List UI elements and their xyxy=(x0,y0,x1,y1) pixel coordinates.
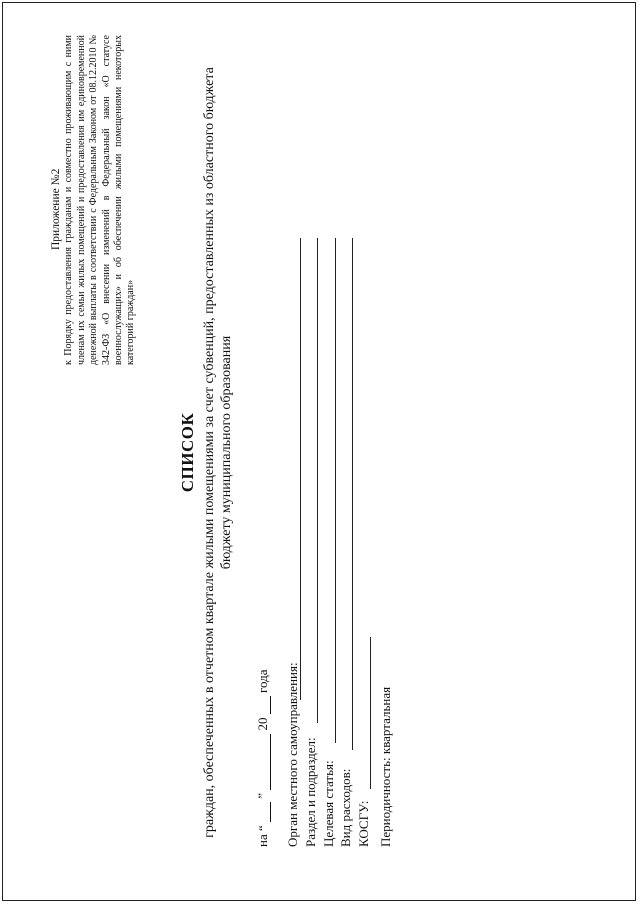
field-razdel-label: Раздел и подраздел: xyxy=(303,737,318,847)
field-period xyxy=(378,687,394,847)
document-title: СПИСОК xyxy=(178,412,197,493)
field-organ xyxy=(285,662,301,847)
appendix-text: к Порядку предоставления гражданам и совместно проживающим с ними членам их семьи жилых помещений и предоставления им единовременной денежной выплаты в соответствии с Федеральным Законом от 08.12.2010 № 342-ФЗ «О внесении изменений в Федеральный закон «О статусе военнослужащих» и об обеспечении жилыми помещениями некоторых категорий граждан» xyxy=(63,35,137,365)
date-quote-close: ” xyxy=(255,792,270,799)
field-razdel xyxy=(303,737,319,847)
month-blank[interactable] xyxy=(270,734,271,790)
document-subtitle xyxy=(202,0,235,905)
appendix-title: Приложение №2 xyxy=(50,168,62,250)
field-organ-label: Орган местного самоуправления: xyxy=(285,662,300,847)
date-prefix: на “ xyxy=(255,825,270,847)
appendix-block xyxy=(50,35,138,365)
field-statya-label: Целевая статья: xyxy=(321,760,336,847)
field-organ-line[interactable] xyxy=(300,238,301,700)
field-statya-line[interactable] xyxy=(335,238,336,743)
field-razdel-line[interactable] xyxy=(317,238,318,723)
year-blank[interactable] xyxy=(270,696,271,714)
field-vid-label: Вид расходов: xyxy=(338,768,353,847)
field-vid xyxy=(338,769,354,847)
day-blank[interactable] xyxy=(270,802,271,822)
field-vid-line[interactable] xyxy=(352,238,353,750)
field-statya xyxy=(321,760,337,847)
field-kosgu-line[interactable] xyxy=(370,637,371,789)
field-period-label: Периодичность: квартальная xyxy=(378,686,393,847)
report-date-line xyxy=(255,669,271,847)
year-suffix: года xyxy=(255,669,270,693)
field-kosgu-label: КОСГУ: xyxy=(356,800,371,847)
subtitle-line-1: граждан, обеспеченных в отчетном квартале жилыми помещениями за счет субвенций, предоставленных из областного бюджета xyxy=(202,67,217,838)
year-prefix: 20 xyxy=(255,717,270,731)
field-kosgu xyxy=(356,801,372,847)
subtitle-line-2: бюджету муниципального образования xyxy=(218,335,234,570)
